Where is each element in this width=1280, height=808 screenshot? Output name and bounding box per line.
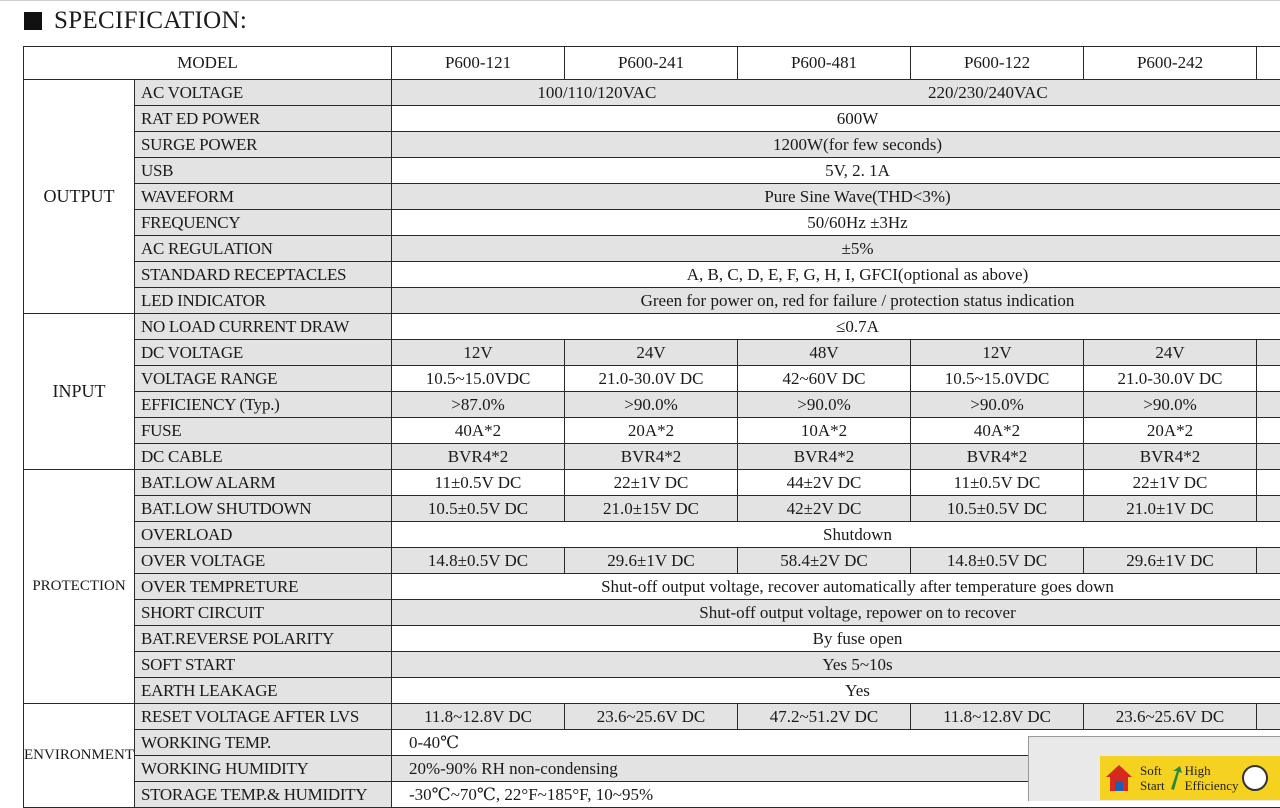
row-label: NO LOAD CURRENT DRAW xyxy=(135,314,392,340)
cell: 14.8±0.5V DC xyxy=(911,548,1084,574)
row-value: 0-40℃ xyxy=(392,730,1280,756)
table-row xyxy=(24,652,1280,678)
row-value: -30℃~70℃, 22°F~185°F, 10~95% xyxy=(392,782,1280,808)
model-col-extra xyxy=(1257,47,1280,80)
row-value: ±5% xyxy=(392,236,1280,262)
efficiency-arrow-icon xyxy=(1167,765,1185,791)
row-value: 50/60Hz ±3Hz xyxy=(392,210,1280,236)
ac-voltage-low: 100/110/120VAC xyxy=(392,80,802,105)
table-row xyxy=(24,574,1280,600)
table-header-row xyxy=(24,47,1280,80)
row-label: LED INDICATOR xyxy=(135,288,392,314)
row-label: SHORT CIRCUIT xyxy=(135,600,392,626)
row-label: AC REGULATION xyxy=(135,236,392,262)
row-label: AC VOLTAGE xyxy=(135,80,392,106)
row-label: FREQUENCY xyxy=(135,210,392,236)
cell xyxy=(1257,418,1280,444)
model-header: MODEL xyxy=(24,47,392,80)
section-title-text: SPECIFICATION: xyxy=(54,7,247,35)
ac-voltage-cell xyxy=(392,80,1280,106)
cell: 23.6~25.6V DC xyxy=(1084,704,1257,730)
cell: 11±0.5V DC xyxy=(392,470,565,496)
cell: 29.6±1V DC xyxy=(565,548,738,574)
row-value: Yes xyxy=(392,678,1280,704)
table-row xyxy=(24,158,1280,184)
cell: 44±2V DC xyxy=(738,470,911,496)
cell: 11.8~12.8V DC xyxy=(911,704,1084,730)
cell: BVR4*2 xyxy=(392,444,565,470)
row-label: DC CABLE xyxy=(135,444,392,470)
table-row xyxy=(24,80,1280,106)
cell: 20A*2 xyxy=(565,418,738,444)
group-environment: ENVIRONMENT xyxy=(24,704,135,808)
row-label: RAT ED POWER xyxy=(135,106,392,132)
cell: >90.0% xyxy=(1084,392,1257,418)
table-row xyxy=(24,288,1280,314)
group-protection: PROTECTION xyxy=(24,470,135,704)
table-row xyxy=(24,132,1280,158)
table-row xyxy=(24,236,1280,262)
row-label: STANDARD RECEPTACLES xyxy=(135,262,392,288)
model-col: P600-121 xyxy=(392,47,565,80)
row-label: OVER VOLTAGE xyxy=(135,548,392,574)
cell: BVR4*2 xyxy=(738,444,911,470)
cell: 40A*2 xyxy=(392,418,565,444)
cell: BVR4*2 xyxy=(565,444,738,470)
table-row xyxy=(24,496,1280,522)
table-row xyxy=(24,340,1280,366)
table-row xyxy=(24,704,1280,730)
row-label: EFFICIENCY (Typ.) xyxy=(135,392,392,418)
row-label: WAVEFORM xyxy=(135,184,392,210)
table-row xyxy=(24,600,1280,626)
cell: 21.0±15V DC xyxy=(565,496,738,522)
table-row xyxy=(24,470,1280,496)
cell: 47.2~51.2V DC xyxy=(738,704,911,730)
cell: 12V xyxy=(911,340,1084,366)
row-value: Shut-off output voltage, repower on to recover xyxy=(392,600,1280,626)
ac-voltage-high: 220/230/240VAC xyxy=(802,80,1174,105)
cell: 22±1V DC xyxy=(1084,470,1257,496)
cell: 11.8~12.8V DC xyxy=(392,704,565,730)
section-title xyxy=(24,6,247,36)
cell: 24V xyxy=(1084,340,1257,366)
table-row xyxy=(24,262,1280,288)
cell xyxy=(1257,704,1280,730)
row-label: BAT.REVERSE POLARITY xyxy=(135,626,392,652)
cell: >90.0% xyxy=(911,392,1084,418)
table-row xyxy=(24,548,1280,574)
table-row xyxy=(24,418,1280,444)
high-efficiency-label xyxy=(1185,763,1239,793)
cell xyxy=(1257,470,1280,496)
row-value: ≤0.7A xyxy=(392,314,1280,340)
cell: 21.0-30.0V DC xyxy=(565,366,738,392)
model-col: P600-481 xyxy=(738,47,911,80)
table-row xyxy=(24,522,1280,548)
table-row xyxy=(24,106,1280,132)
feature-badge xyxy=(1100,756,1280,800)
soft-start-label xyxy=(1140,763,1165,793)
cell: BVR4*2 xyxy=(911,444,1084,470)
row-value: By fuse open xyxy=(392,626,1280,652)
cell: 29.6±1V DC xyxy=(1084,548,1257,574)
cell: 42~60V DC xyxy=(738,366,911,392)
start-text: Start xyxy=(1140,778,1165,793)
row-label: DC VOLTAGE xyxy=(135,340,392,366)
row-value: 600W xyxy=(392,106,1280,132)
group-input: INPUT xyxy=(24,314,135,470)
table-row xyxy=(24,678,1280,704)
row-label: USB xyxy=(135,158,392,184)
cell: 10.5±0.5V DC xyxy=(911,496,1084,522)
cell: 12V xyxy=(392,340,565,366)
cell: 20A*2 xyxy=(1084,418,1257,444)
square-bullet-icon xyxy=(24,12,42,30)
table-row xyxy=(24,184,1280,210)
top-border xyxy=(0,0,1280,1)
cell: 11±0.5V DC xyxy=(911,470,1084,496)
row-label: FUSE xyxy=(135,418,392,444)
cell: 10A*2 xyxy=(738,418,911,444)
row-label: WORKING TEMP. xyxy=(135,730,392,756)
model-col: P600-241 xyxy=(565,47,738,80)
table-row xyxy=(24,626,1280,652)
row-label: RESET VOLTAGE AFTER LVS xyxy=(135,704,392,730)
cell xyxy=(1257,366,1280,392)
cell: 10.5~15.0VDC xyxy=(911,366,1084,392)
cell: 24V xyxy=(565,340,738,366)
row-value: 5V, 2. 1A xyxy=(392,158,1280,184)
row-label: BAT.LOW ALARM xyxy=(135,470,392,496)
table-row xyxy=(24,392,1280,418)
table-row xyxy=(24,444,1280,470)
cell: 58.4±2V DC xyxy=(738,548,911,574)
efficiency-text: Efficiency xyxy=(1185,778,1239,793)
row-label: SOFT START xyxy=(135,652,392,678)
cell: 22±1V DC xyxy=(565,470,738,496)
row-value: Green for power on, red for failure / protection status indication xyxy=(392,288,1280,314)
row-value: Shut-off output voltage, recover automatically after temperature goes down xyxy=(392,574,1280,600)
specification-table xyxy=(23,46,1280,808)
cell: 14.8±0.5V DC xyxy=(392,548,565,574)
cell xyxy=(1257,548,1280,574)
cell: 10.5±0.5V DC xyxy=(392,496,565,522)
model-col: P600-122 xyxy=(911,47,1084,80)
cell xyxy=(1257,392,1280,418)
cell: 40A*2 xyxy=(911,418,1084,444)
cell: 21.0±1V DC xyxy=(1084,496,1257,522)
table-row xyxy=(24,366,1280,392)
table-row xyxy=(24,314,1280,340)
cell xyxy=(1257,340,1280,366)
cell xyxy=(1257,496,1280,522)
high-text: High xyxy=(1185,763,1239,778)
row-value: A, B, C, D, E, F, G, H, I, GFCI(optional as above) xyxy=(392,262,1280,288)
row-label: STORAGE TEMP.& HUMIDITY xyxy=(135,782,392,808)
row-label: OVER TEMPRETURE xyxy=(135,574,392,600)
row-label: EARTH LEAKAGE xyxy=(135,678,392,704)
cell xyxy=(1257,444,1280,470)
cell: 23.6~25.6V DC xyxy=(565,704,738,730)
cell: 10.5~15.0VDC xyxy=(392,366,565,392)
cell: >90.0% xyxy=(738,392,911,418)
cell: >87.0% xyxy=(392,392,565,418)
cell: 48V xyxy=(738,340,911,366)
row-label: BAT.LOW SHUTDOWN xyxy=(135,496,392,522)
row-value: 1200W(for few seconds) xyxy=(392,132,1280,158)
group-output: OUTPUT xyxy=(24,80,135,314)
cell: BVR4*2 xyxy=(1084,444,1257,470)
soft-text: Soft xyxy=(1140,763,1165,778)
row-label: WORKING HUMIDITY xyxy=(135,756,392,782)
circle-icon xyxy=(1242,765,1268,791)
cell: 42±2V DC xyxy=(738,496,911,522)
row-label: VOLTAGE RANGE xyxy=(135,366,392,392)
row-label: OVERLOAD xyxy=(135,522,392,548)
row-label: SURGE POWER xyxy=(135,132,392,158)
house-icon xyxy=(1104,763,1134,793)
cell: 21.0-30.0V DC xyxy=(1084,366,1257,392)
model-col: P600-242 xyxy=(1084,47,1257,80)
row-value: 20%-90% RH non-condensing xyxy=(392,756,1280,782)
table-row xyxy=(24,210,1280,236)
row-value: Shutdown xyxy=(392,522,1280,548)
row-value: Yes 5~10s xyxy=(392,652,1280,678)
row-value: Pure Sine Wave(THD<3%) xyxy=(392,184,1280,210)
cell: >90.0% xyxy=(565,392,738,418)
